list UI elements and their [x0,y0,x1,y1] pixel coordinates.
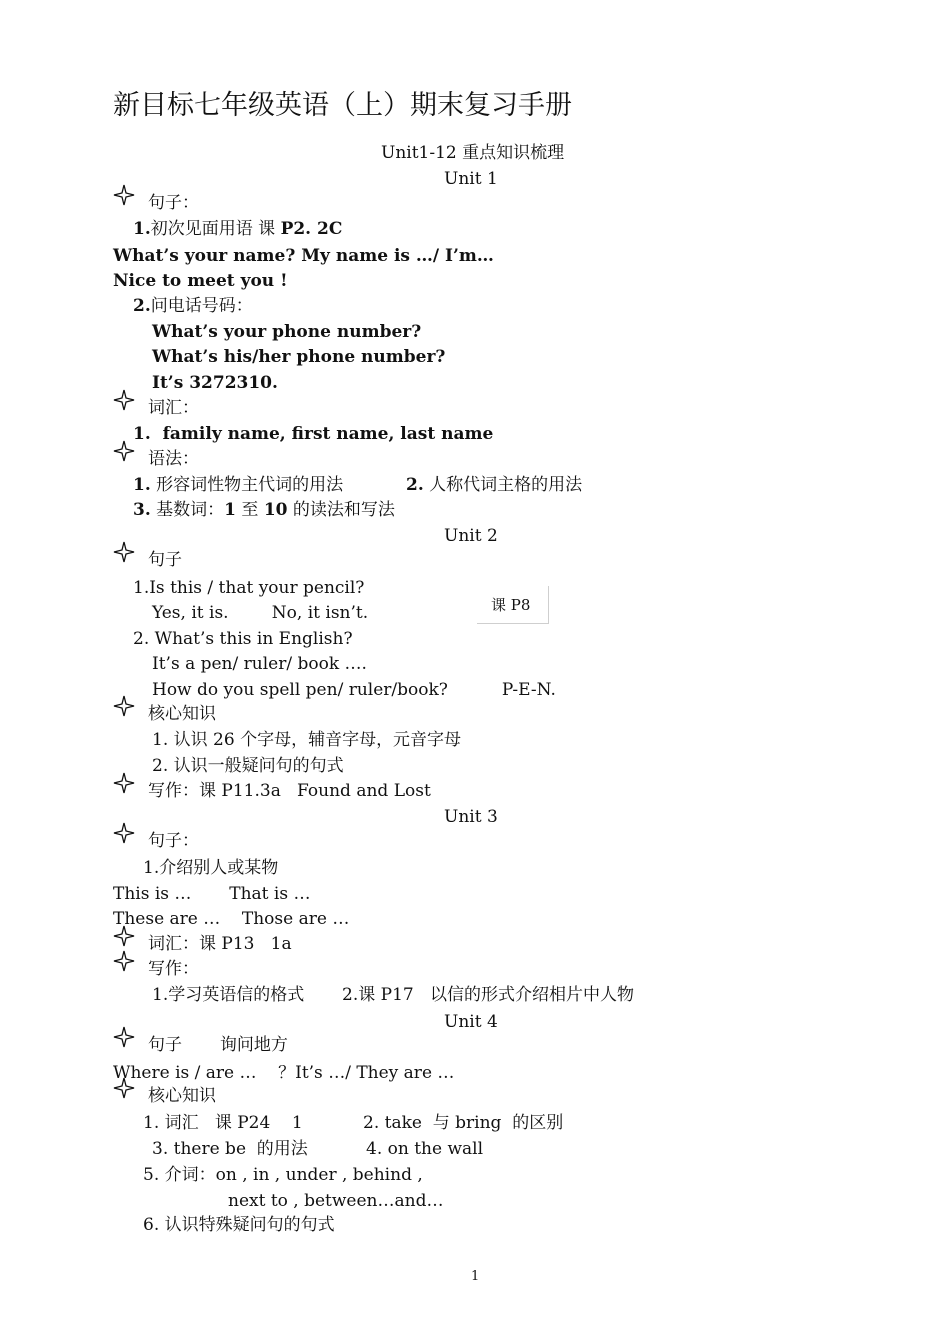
document-title: 新目标七年级英语（上）期末复习手册 [113,90,572,121]
textbook-reference-box [477,586,549,624]
star-bullet-icon [113,1026,135,1048]
unit3-this-that: This is … That is … [113,884,311,904]
star-bullet-icon [113,1077,135,1099]
unit2-heading: Unit 2 [444,526,498,546]
star-bullet-icon [113,541,135,563]
unit1-item2: 2.问电话号码： [133,296,253,316]
unit4-core-item6: 6. 认识特殊疑问句的句式 [143,1215,335,1235]
unit1-name-line: What’s your name? My name is …/ I’m… [113,246,494,266]
unit1-grammar-item3: 3. 基数词：1 至 10 的读法和写法 [133,500,395,520]
unit4-sentences: 句子 询问地方 [148,1035,288,1055]
unit2-core-item2: 2. 认识一般疑问句的句式 [152,756,344,776]
unit4-core-item5: 5. 介词：on , in , under , behind , [143,1165,423,1185]
unit1-grammar-item2: 2. 人称代词主格的用法 [406,475,583,495]
page-number: 1 [471,1269,480,1284]
unit4-core-label: 核心知识 [148,1086,216,1106]
star-bullet-icon [113,950,135,972]
star-bullet-icon [113,695,135,717]
star-bullet-icon [113,184,135,206]
unit1-phone-question2: What’s his/her phone number? [152,347,446,367]
unit1-heading: Unit 1 [444,169,498,189]
unit3-intro: 1.介绍别人或某物 [143,858,279,878]
unit2-sentence1: 1.Is this / that your pencil? [133,578,365,598]
unit1-phone-question1: What’s your phone number? [152,322,422,342]
unit1-vocab-item: 1. family name, first name, last name [133,424,494,444]
star-bullet-icon [113,440,135,462]
unit4-where-line: Where is / are … ？It’s …/ They are … [113,1063,455,1083]
unit1-grammar-item1: 1. 形容词性物主代词的用法 [133,475,344,495]
textbook-reference-label: 课 P8 [491,596,531,614]
unit1-phone-answer: It’s 3272310. [152,373,278,393]
document-subtitle: Unit1-12 重点知识梳理 [381,143,565,163]
unit4-core-item4: 4. on the wall [366,1139,484,1159]
unit1-sentences-label: 句子： [148,193,199,213]
unit2-sentence3: How do you spell pen/ ruler/book? P-E-N. [152,680,556,700]
unit3-sentences-label: 句子： [148,831,199,851]
unit4-core-item3: 3. there be 的用法 [152,1139,308,1159]
unit3-heading: Unit 3 [444,807,498,827]
unit2-sentences-label: 句子 [148,550,182,570]
unit1-vocab-label: 词汇： [148,398,199,418]
unit4-core-item2: 2. take 与 bring 的区别 [363,1113,564,1133]
unit3-writing-items: 1.学习英语信的格式 2.课 P17 以信的形式介绍相片中人物 [152,985,634,1005]
unit4-core-item5-continued: next to , between…and… [228,1191,444,1211]
star-bullet-icon [113,389,135,411]
unit3-these-those: These are … Those are … [113,909,350,929]
unit1-item1: 1.初次见面用语 课 P2. 2C [133,219,343,239]
star-bullet-icon [113,772,135,794]
star-bullet-icon [113,822,135,844]
unit3-writing-label: 写作： [148,959,199,979]
unit2-sentence2: 2. What’s this in English? [133,629,353,649]
unit4-core-item1: 1. 词汇 课 P24 1 [143,1113,303,1133]
unit1-meet-line: Nice to meet you ! [113,271,288,291]
unit2-writing: 写作：课 P11.3a Found and Lost [148,781,431,801]
unit1-grammar-label: 语法： [148,449,199,469]
unit2-core-item1: 1. 认识 26 个字母，辅音字母，元音字母 [152,730,462,750]
unit4-heading: Unit 4 [444,1012,498,1032]
unit2-sentence2-answer: It’s a pen/ ruler/ book …. [152,654,367,674]
unit2-sentence1-answers: Yes, it is. No, it isn’t. [152,603,369,623]
star-bullet-icon [113,925,135,947]
unit3-vocab: 词汇：课 P13 1a [148,934,292,954]
unit2-core-label: 核心知识 [148,704,216,724]
